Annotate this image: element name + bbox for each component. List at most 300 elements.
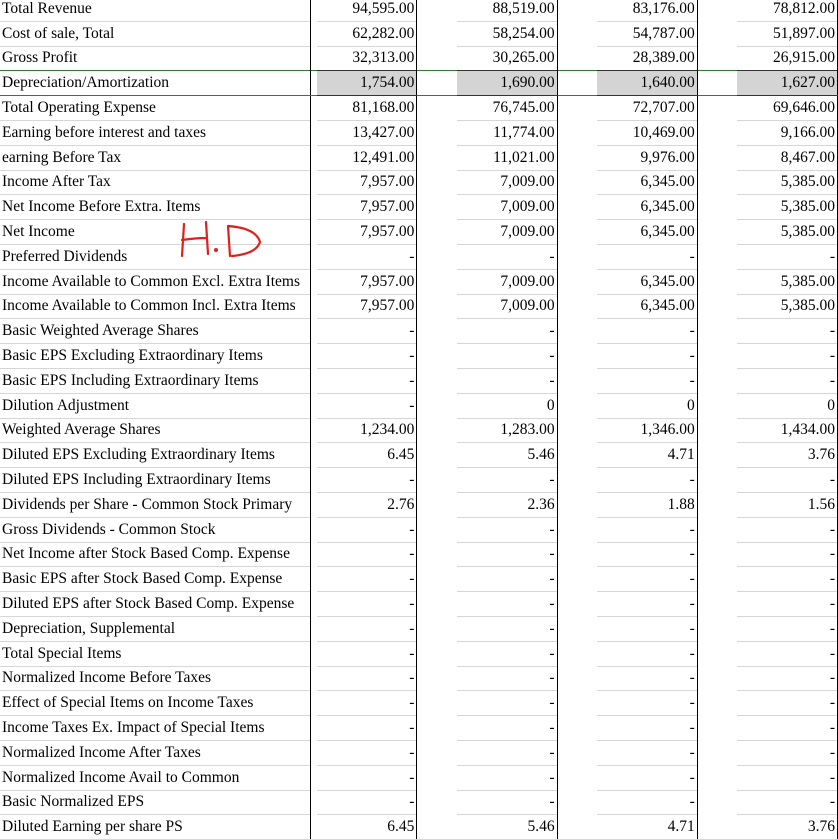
- row-label[interactable]: Weighted Average Shares: [0, 418, 311, 443]
- column-spacer: [697, 641, 737, 666]
- value-cell[interactable]: 6,345.00: [597, 195, 697, 220]
- value-cell[interactable]: -: [737, 344, 837, 369]
- column-spacer: [697, 592, 737, 617]
- value-cell[interactable]: 88,519.00: [457, 0, 557, 21]
- value-cell[interactable]: -: [317, 592, 417, 617]
- column-spacer: [557, 492, 597, 517]
- table-row: [0, 368, 838, 393]
- value-cell[interactable]: -: [737, 567, 837, 592]
- column-spacer: [697, 691, 737, 716]
- column-spacer: [417, 468, 457, 493]
- column-spacer: [697, 170, 737, 195]
- column-spacer: [557, 716, 597, 741]
- column-spacer: [557, 393, 597, 418]
- table-row: [0, 542, 838, 567]
- column-spacer: [557, 170, 597, 195]
- value-cell[interactable]: 7,009.00: [457, 269, 557, 294]
- value-cell[interactable]: -: [597, 691, 697, 716]
- value-cell[interactable]: -: [597, 765, 697, 790]
- column-spacer: [417, 269, 457, 294]
- column-spacer: [417, 542, 457, 567]
- value-cell[interactable]: -: [737, 765, 837, 790]
- value-cell[interactable]: 13,427.00: [317, 120, 417, 145]
- column-spacer: [697, 145, 737, 170]
- column-spacer: [417, 716, 457, 741]
- table-row: [0, 21, 838, 46]
- column-spacer: [697, 740, 737, 765]
- table-row: [0, 220, 838, 245]
- column-spacer: [417, 244, 457, 269]
- value-cell[interactable]: -: [737, 641, 837, 666]
- value-cell[interactable]: -: [737, 666, 837, 691]
- table-row: [0, 492, 838, 517]
- table-row: [0, 269, 838, 294]
- column-spacer: [417, 120, 457, 145]
- value-cell[interactable]: 4.71: [597, 443, 697, 468]
- value-cell[interactable]: 6,345.00: [597, 220, 697, 245]
- value-cell[interactable]: -: [317, 468, 417, 493]
- value-cell[interactable]: 28,389.00: [597, 46, 697, 71]
- table-row: [0, 616, 838, 641]
- column-spacer: [557, 542, 597, 567]
- value-cell[interactable]: 32,313.00: [317, 46, 417, 71]
- value-cell[interactable]: 58,254.00: [457, 21, 557, 46]
- value-cell[interactable]: -: [457, 542, 557, 567]
- column-spacer: [697, 393, 737, 418]
- row-label[interactable]: Total Operating Expense: [0, 96, 311, 121]
- value-cell[interactable]: -: [737, 319, 837, 344]
- value-cell[interactable]: 1.56: [737, 492, 837, 517]
- column-spacer: [697, 815, 737, 840]
- column-spacer: [557, 567, 597, 592]
- value-cell[interactable]: -: [457, 691, 557, 716]
- value-cell[interactable]: -: [597, 592, 697, 617]
- value-cell[interactable]: -: [457, 641, 557, 666]
- value-cell[interactable]: 6.45: [317, 815, 417, 840]
- row-label[interactable]: Net Income Before Extra. Items: [0, 195, 311, 220]
- value-cell[interactable]: 2.36: [457, 492, 557, 517]
- value-cell[interactable]: -: [737, 790, 837, 815]
- value-cell[interactable]: -: [317, 517, 417, 542]
- value-cell[interactable]: -: [317, 393, 417, 418]
- value-cell[interactable]: 78,812.00: [737, 0, 837, 21]
- column-spacer: [697, 294, 737, 319]
- value-cell[interactable]: 4.71: [597, 815, 697, 840]
- table-row: [0, 170, 838, 195]
- column-spacer: [557, 517, 597, 542]
- value-cell[interactable]: 0: [457, 393, 557, 418]
- column-spacer: [697, 269, 737, 294]
- value-cell[interactable]: -: [597, 740, 697, 765]
- column-spacer: [557, 319, 597, 344]
- column-spacer: [697, 517, 737, 542]
- row-label[interactable]: Income Available to Common Excl. Extra Items: [0, 269, 311, 294]
- column-spacer: [557, 468, 597, 493]
- table-row: [0, 195, 838, 220]
- column-spacer: [697, 418, 737, 443]
- value-cell[interactable]: 62,282.00: [317, 21, 417, 46]
- column-spacer: [697, 492, 737, 517]
- value-cell[interactable]: 7,957.00: [317, 195, 417, 220]
- value-cell[interactable]: -: [457, 319, 557, 344]
- value-cell[interactable]: 83,176.00: [597, 0, 697, 21]
- value-cell[interactable]: 12,491.00: [317, 145, 417, 170]
- column-spacer: [417, 71, 457, 96]
- value-cell[interactable]: 69,646.00: [737, 96, 837, 121]
- value-cell[interactable]: 1.88: [597, 492, 697, 517]
- column-spacer: [697, 244, 737, 269]
- column-spacer: [557, 790, 597, 815]
- value-cell[interactable]: 11,774.00: [457, 120, 557, 145]
- column-spacer: [697, 765, 737, 790]
- value-cell[interactable]: -: [597, 567, 697, 592]
- value-cell[interactable]: -: [597, 616, 697, 641]
- table-row: [0, 71, 838, 96]
- row-label[interactable]: Basic Weighted Average Shares: [0, 319, 311, 344]
- row-label[interactable]: Basic Normalized EPS: [0, 790, 311, 815]
- value-cell[interactable]: -: [597, 319, 697, 344]
- value-cell[interactable]: -: [597, 344, 697, 369]
- row-label[interactable]: Diluted EPS Excluding Extraordinary Items: [0, 443, 311, 468]
- column-spacer: [557, 195, 597, 220]
- value-cell[interactable]: 9,976.00: [597, 145, 697, 170]
- table-row: [0, 244, 838, 269]
- column-spacer: [417, 691, 457, 716]
- value-cell[interactable]: 11,021.00: [457, 145, 557, 170]
- value-cell[interactable]: -: [317, 319, 417, 344]
- value-cell[interactable]: 5,385.00: [737, 269, 837, 294]
- column-spacer: [557, 269, 597, 294]
- column-spacer: [697, 96, 737, 121]
- value-cell[interactable]: 94,595.00: [317, 0, 417, 21]
- value-cell[interactable]: -: [317, 244, 417, 269]
- value-cell[interactable]: -: [317, 641, 417, 666]
- column-spacer: [557, 71, 597, 96]
- table-row: [0, 294, 838, 319]
- value-cell[interactable]: 5.46: [457, 815, 557, 840]
- column-spacer: [697, 21, 737, 46]
- column-spacer: [557, 368, 597, 393]
- row-label[interactable]: Earning before interest and taxes: [0, 120, 311, 145]
- table-row: [0, 418, 838, 443]
- value-cell[interactable]: -: [317, 567, 417, 592]
- row-label[interactable]: Cost of sale, Total: [0, 21, 311, 46]
- row-label[interactable]: Preferred Dividends: [0, 244, 311, 269]
- column-spacer: [417, 170, 457, 195]
- row-label[interactable]: Normalized Income Before Taxes: [0, 666, 311, 691]
- value-cell[interactable]: 81,168.00: [317, 96, 417, 121]
- value-cell[interactable]: 1,283.00: [457, 418, 557, 443]
- value-cell[interactable]: -: [597, 542, 697, 567]
- value-cell[interactable]: -: [737, 716, 837, 741]
- value-cell[interactable]: -: [737, 592, 837, 617]
- row-label[interactable]: Depreciation, Supplemental: [0, 616, 311, 641]
- column-spacer: [557, 592, 597, 617]
- table-row: [0, 344, 838, 369]
- value-cell[interactable]: 5,385.00: [737, 170, 837, 195]
- column-spacer: [557, 815, 597, 840]
- value-cell[interactable]: -: [737, 244, 837, 269]
- column-spacer: [417, 0, 457, 21]
- row-label[interactable]: Diluted Earning per share PS: [0, 815, 311, 840]
- value-cell[interactable]: 2.76: [317, 492, 417, 517]
- column-spacer: [697, 319, 737, 344]
- column-spacer: [557, 96, 597, 121]
- value-cell[interactable]: -: [317, 616, 417, 641]
- column-spacer: [417, 96, 457, 121]
- value-cell[interactable]: -: [457, 244, 557, 269]
- value-cell[interactable]: -: [737, 368, 837, 393]
- row-label[interactable]: Total Special Items: [0, 641, 311, 666]
- value-cell[interactable]: 5,385.00: [737, 220, 837, 245]
- value-cell[interactable]: 7,009.00: [457, 294, 557, 319]
- value-cell[interactable]: -: [597, 666, 697, 691]
- value-cell[interactable]: -: [597, 244, 697, 269]
- value-cell[interactable]: 26,915.00: [737, 46, 837, 71]
- row-label[interactable]: Normalized Income After Taxes: [0, 740, 311, 765]
- column-spacer: [557, 740, 597, 765]
- value-cell[interactable]: 6,345.00: [597, 269, 697, 294]
- row-label[interactable]: earning Before Tax: [0, 145, 311, 170]
- value-cell[interactable]: 1,690.00: [457, 71, 557, 96]
- column-spacer: [417, 344, 457, 369]
- column-spacer: [417, 294, 457, 319]
- value-cell[interactable]: 72,707.00: [597, 96, 697, 121]
- column-spacer: [697, 616, 737, 641]
- value-cell[interactable]: 8,467.00: [737, 145, 837, 170]
- row-label[interactable]: Gross Profit: [0, 46, 311, 71]
- row-label[interactable]: Total Revenue: [0, 0, 311, 21]
- column-spacer: [697, 0, 737, 21]
- column-spacer: [697, 716, 737, 741]
- column-spacer: [557, 616, 597, 641]
- value-cell[interactable]: 54,787.00: [597, 21, 697, 46]
- column-spacer: [557, 418, 597, 443]
- column-spacer: [417, 443, 457, 468]
- value-cell[interactable]: -: [597, 716, 697, 741]
- column-spacer: [417, 145, 457, 170]
- column-spacer: [557, 46, 597, 71]
- column-spacer: [417, 46, 457, 71]
- table-row: [0, 96, 838, 121]
- column-spacer: [557, 765, 597, 790]
- column-spacer: [697, 666, 737, 691]
- column-spacer: [417, 418, 457, 443]
- value-cell[interactable]: 6,345.00: [597, 294, 697, 319]
- table-row: [0, 120, 838, 145]
- row-label[interactable]: Income Taxes Ex. Impact of Special Items: [0, 716, 311, 741]
- value-cell[interactable]: 6.45: [317, 443, 417, 468]
- column-spacer: [697, 790, 737, 815]
- table-row: [0, 815, 838, 840]
- table-row: [0, 517, 838, 542]
- table-row: [0, 790, 838, 815]
- value-cell[interactable]: -: [457, 567, 557, 592]
- column-spacer: [697, 368, 737, 393]
- value-cell[interactable]: 5,385.00: [737, 195, 837, 220]
- column-spacer: [417, 641, 457, 666]
- column-spacer: [697, 443, 737, 468]
- column-spacer: [417, 368, 457, 393]
- column-spacer: [417, 790, 457, 815]
- value-cell[interactable]: 7,009.00: [457, 170, 557, 195]
- value-cell[interactable]: -: [737, 517, 837, 542]
- value-cell[interactable]: -: [317, 542, 417, 567]
- value-cell[interactable]: 5,385.00: [737, 294, 837, 319]
- value-cell[interactable]: -: [317, 344, 417, 369]
- value-cell[interactable]: 7,009.00: [457, 195, 557, 220]
- value-cell[interactable]: -: [737, 542, 837, 567]
- value-cell[interactable]: -: [457, 666, 557, 691]
- column-spacer: [557, 641, 597, 666]
- value-cell[interactable]: -: [457, 790, 557, 815]
- value-cell[interactable]: 9,166.00: [737, 120, 837, 145]
- table-row: [0, 716, 838, 741]
- value-cell[interactable]: -: [317, 666, 417, 691]
- value-cell[interactable]: -: [457, 344, 557, 369]
- column-spacer: [557, 21, 597, 46]
- value-cell[interactable]: 1,346.00: [597, 418, 697, 443]
- column-spacer: [697, 344, 737, 369]
- row-label[interactable]: Income After Tax: [0, 170, 311, 195]
- column-spacer: [697, 567, 737, 592]
- column-spacer: [417, 616, 457, 641]
- table-row: [0, 740, 838, 765]
- value-cell[interactable]: 1,640.00: [597, 71, 697, 96]
- row-label[interactable]: Gross Dividends - Common Stock: [0, 517, 311, 542]
- value-cell[interactable]: -: [457, 368, 557, 393]
- value-cell[interactable]: -: [317, 765, 417, 790]
- column-spacer: [697, 46, 737, 71]
- value-cell[interactable]: 7,009.00: [457, 220, 557, 245]
- value-cell[interactable]: 1,754.00: [317, 71, 417, 96]
- value-cell[interactable]: 3.76: [737, 443, 837, 468]
- value-cell[interactable]: 1,434.00: [737, 418, 837, 443]
- row-label[interactable]: Net Income: [0, 220, 311, 245]
- column-spacer: [557, 666, 597, 691]
- value-cell[interactable]: -: [457, 616, 557, 641]
- column-spacer: [417, 319, 457, 344]
- row-label[interactable]: Dilution Adjustment: [0, 393, 311, 418]
- row-label[interactable]: Basic EPS Including Extraordinary Items: [0, 368, 311, 393]
- row-label[interactable]: Normalized Income Avail to Common: [0, 765, 311, 790]
- column-spacer: [417, 592, 457, 617]
- value-cell[interactable]: -: [737, 740, 837, 765]
- value-cell[interactable]: 0: [597, 393, 697, 418]
- column-spacer: [697, 195, 737, 220]
- column-spacer: [417, 740, 457, 765]
- value-cell[interactable]: -: [737, 616, 837, 641]
- row-label[interactable]: Effect of Special Items on Income Taxes: [0, 691, 311, 716]
- value-cell[interactable]: 3.76: [737, 815, 837, 840]
- row-label[interactable]: Net Income after Stock Based Comp. Expense: [0, 542, 311, 567]
- column-spacer: [557, 443, 597, 468]
- value-cell[interactable]: 7,957.00: [317, 220, 417, 245]
- row-label[interactable]: Diluted EPS after Stock Based Comp. Expense: [0, 592, 311, 617]
- column-spacer: [557, 220, 597, 245]
- value-cell[interactable]: -: [317, 740, 417, 765]
- value-cell[interactable]: 1,234.00: [317, 418, 417, 443]
- value-cell[interactable]: -: [457, 765, 557, 790]
- value-cell[interactable]: -: [597, 468, 697, 493]
- value-cell[interactable]: 7,957.00: [317, 294, 417, 319]
- column-spacer: [557, 120, 597, 145]
- table-row: [0, 666, 838, 691]
- table-row: [0, 567, 838, 592]
- table-row: [0, 468, 838, 493]
- column-spacer: [697, 542, 737, 567]
- column-spacer: [417, 666, 457, 691]
- column-spacer: [697, 120, 737, 145]
- row-label[interactable]: Diluted EPS Including Extraordinary Items: [0, 468, 311, 493]
- column-spacer: [557, 294, 597, 319]
- value-cell[interactable]: -: [317, 790, 417, 815]
- table-row: [0, 393, 838, 418]
- value-cell[interactable]: 6,345.00: [597, 170, 697, 195]
- value-cell[interactable]: 76,745.00: [457, 96, 557, 121]
- value-cell[interactable]: -: [457, 517, 557, 542]
- handwritten-annotation: [176, 216, 276, 262]
- value-cell[interactable]: -: [597, 368, 697, 393]
- table-row: [0, 691, 838, 716]
- row-label[interactable]: Basic EPS after Stock Based Comp. Expense: [0, 567, 311, 592]
- value-cell[interactable]: -: [457, 716, 557, 741]
- value-cell[interactable]: -: [737, 468, 837, 493]
- table-row: [0, 319, 838, 344]
- table-row: [0, 0, 838, 21]
- value-cell[interactable]: -: [457, 740, 557, 765]
- column-spacer: [417, 393, 457, 418]
- value-cell[interactable]: -: [737, 691, 837, 716]
- value-cell[interactable]: -: [317, 691, 417, 716]
- value-cell[interactable]: 0: [737, 393, 837, 418]
- column-spacer: [417, 195, 457, 220]
- table-row: [0, 46, 838, 71]
- value-cell[interactable]: -: [457, 468, 557, 493]
- row-label[interactable]: Dividends per Share - Common Stock Primary: [0, 492, 311, 517]
- column-spacer: [417, 21, 457, 46]
- value-cell[interactable]: -: [597, 517, 697, 542]
- value-cell[interactable]: 7,957.00: [317, 170, 417, 195]
- table-row: [0, 641, 838, 666]
- column-spacer: [557, 0, 597, 21]
- row-label[interactable]: Basic EPS Excluding Extraordinary Items: [0, 344, 311, 369]
- column-spacer: [557, 691, 597, 716]
- table-row: [0, 443, 838, 468]
- column-spacer: [557, 244, 597, 269]
- value-cell[interactable]: 7,957.00: [317, 269, 417, 294]
- value-cell[interactable]: -: [317, 716, 417, 741]
- value-cell[interactable]: -: [457, 592, 557, 617]
- value-cell[interactable]: -: [317, 368, 417, 393]
- row-label[interactable]: Depreciation/Amortization: [0, 71, 311, 96]
- table-row: [0, 592, 838, 617]
- value-cell[interactable]: -: [597, 790, 697, 815]
- value-cell[interactable]: -: [597, 641, 697, 666]
- column-spacer: [417, 517, 457, 542]
- column-spacer: [417, 765, 457, 790]
- table-row: [0, 765, 838, 790]
- value-cell[interactable]: 10,469.00: [597, 120, 697, 145]
- row-label[interactable]: Income Available to Common Incl. Extra Items: [0, 294, 311, 319]
- column-spacer: [417, 815, 457, 840]
- value-cell[interactable]: 51,897.00: [737, 21, 837, 46]
- value-cell[interactable]: 30,265.00: [457, 46, 557, 71]
- column-spacer: [697, 468, 737, 493]
- column-spacer: [557, 344, 597, 369]
- value-cell[interactable]: 5.46: [457, 443, 557, 468]
- value-cell[interactable]: 1,627.00: [737, 71, 837, 96]
